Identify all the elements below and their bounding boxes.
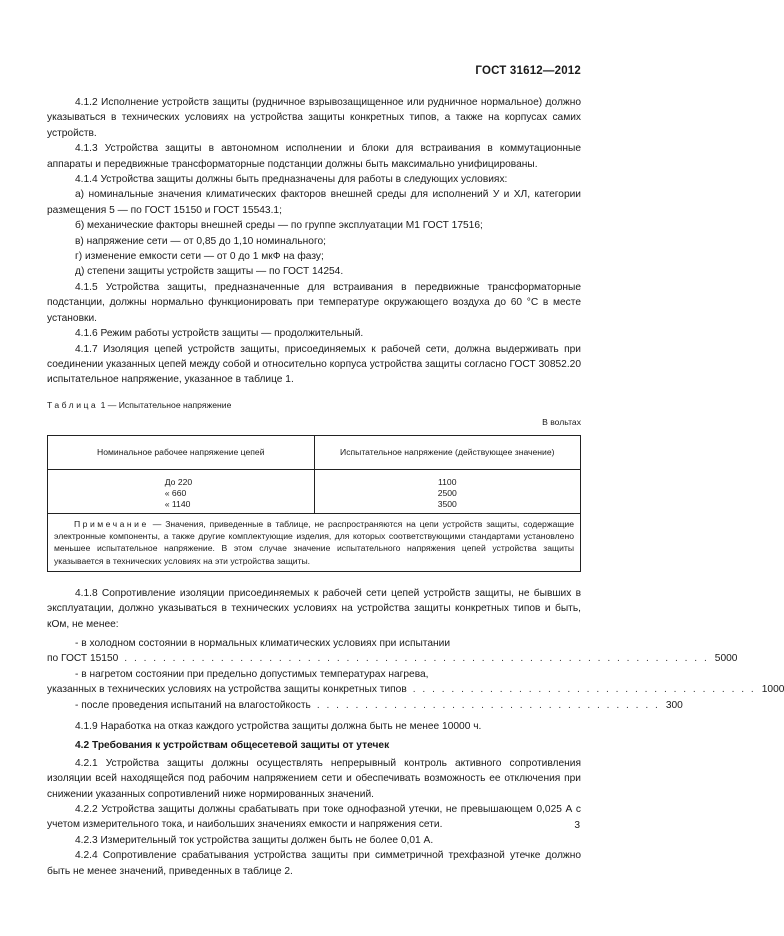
resistance-hot-line2: указанных в технических условиях на устройства защиты конкретных типов — [47, 684, 407, 696]
resistance-cold-row — [47, 651, 738, 666]
paragraph-4-1-6: 4.1.6 Режим работы устройств защиты — продолжительный. — [75, 328, 364, 340]
nominal-voltage-value: До 220 — [164, 476, 193, 487]
resistance-cold-value: 5000 — [714, 653, 738, 665]
resistance-humidity-row — [47, 698, 683, 713]
leader-dots: . . . . . . . . . . . . . . . . . . . . . . . . . . . . . . . . . . . . — [316, 699, 660, 711]
paragraph-4-1-2: 4.1.2 Исполнение устройств защиты (рудничное взрывозащищенное или рудничное нормальное) должно указываться в технических условиях на устройства защиты конкретных типов, а также на корпусах самих устройств. — [47, 97, 581, 139]
nominal-voltage-cell — [48, 469, 315, 513]
leader-dots: . . . . . . . . . . . . . . . . . . . . . . . . . . . . . . . . . . . . . . . . . . . . . . . . . . . . . . . . . . . . . — [124, 653, 709, 665]
resistance-humidity-line: - после проведения испытаний на влагостойкость — [75, 699, 311, 711]
paragraph-4-2-2: 4.2.2 Устройства защиты должны срабатывать при токе однофазной утечки, не превышающем 0,025 А с учетом измерительного тока, и наибольших значениях емкости и напряжения сети. — [47, 804, 581, 831]
resistance-humidity-value: 300 — [665, 699, 683, 711]
resistance-hot-line1: - в нагретом состоянии при предельно допустимых температурах нагрева, — [75, 668, 429, 680]
resistance-cold-line1: - в холодном состоянии в нормальных климатических условиях при испытании — [75, 637, 451, 649]
nominal-voltage-value: « 660 — [164, 487, 187, 498]
test-voltage-value: 1100 — [438, 476, 457, 487]
column-header-nominal: Номинальное рабочее напряжение цепей — [48, 435, 315, 469]
nominal-voltage-value: « 1140 — [164, 498, 191, 509]
section-heading-4-2: 4.2 Требования к устройствам общесетевой защиты от утечек — [75, 740, 390, 752]
table-unit: В вольтах — [542, 417, 581, 428]
test-voltage-table — [47, 435, 581, 572]
condition-g: г) изменение емкости сети — от 0 до 1 мкФ на фазу; — [75, 251, 324, 263]
test-voltage-value: 2500 — [437, 487, 457, 498]
paragraph-4-2-3: 4.2.3 Измерительный ток устройства защиты должен быть не более 0,01 А. — [75, 834, 434, 846]
condition-v: в) напряжение сети — от 0,85 до 1,10 номинального; — [75, 235, 326, 247]
page-number: 3 — [574, 820, 580, 831]
paragraph-4-1-3: 4.1.3 Устройства защиты в автономном исполнении и блоки для встраивания в коммутационные аппараты и передвижные трансформаторные подстанции должны быть максимально унифицированы. — [47, 143, 581, 170]
paragraph-4-1-4: 4.1.4 Устройства защиты должны быть предназначены для работы в следующих условиях: — [75, 174, 508, 186]
test-voltage-cell — [314, 469, 581, 513]
table-caption — [47, 398, 581, 413]
condition-d: д) степени защиты устройств защиты — по ГОСТ 14254. — [75, 266, 344, 278]
paragraph-4-2-4: 4.2.4 Сопротивление срабатывания устройства защиты при симметричной трехфазной утечке должно быть не менее значений, приведенных в таблице 2. — [47, 850, 581, 877]
paragraph-4-1-7: 4.1.7 Изоляция цепей устройств защиты, присоединяемых к рабочей сети, должна выдерживать при соединении указанных цепей между собой и относительно корпуса устройства защиты согласно ГОСТ 30852.20 испытательное напряжение, указанное в таблице 1. — [47, 343, 581, 386]
paragraph-4-1-5: 4.1.5 Устройства защиты, предназначенные для встраивания в передвижные трансформаторные подстанции, должны нормально функционировать при температуре окружающего воздуха до 60 °С в месте установки. — [47, 281, 581, 324]
table-caption-title: 1 — Испытательное напряжение — [98, 399, 232, 410]
table-note — [48, 513, 581, 571]
test-voltage-value: 3500 — [437, 498, 457, 509]
paragraph-4-1-8: 4.1.8 Сопротивление изоляции присоединяемых к рабочей сети цепей устройств защиты, не бывших в эксплуатации, должно указываться в технических условиях на устройства защиты конкретных типов и быть, кОм, не менее: — [47, 587, 581, 630]
table-caption-label: Таблица — [47, 399, 99, 410]
resistance-hot-value: 1000 — [761, 684, 784, 696]
condition-a: а) номинальные значения климатических факторов внешней среды для исполнений У и ХЛ, категории размещения 5 — по ГОСТ 15150 и ГОСТ 15543.1; — [47, 189, 581, 216]
paragraph-4-2-1: 4.2.1 Устройства защиты должны осуществлять непрерывный контроль активного сопротивления изоляции всей находящейся под рабочим напряжением сети и обеспечивать возможность ее отключения при снижении указанных сопротивлений ниже нормированных значений. — [47, 757, 581, 800]
resistance-hot-row — [47, 682, 784, 697]
document-code: ГОСТ 31612—2012 — [475, 65, 581, 77]
document-body — [47, 95, 784, 879]
table-note-label: Примечание — [74, 518, 149, 529]
paragraph-4-1-9: 4.1.9 Наработка на отказ каждого устройства защиты должна быть не менее 10000 ч. — [75, 721, 482, 732]
table-note-text: — Значения, приведенные в таблице, не распространяются на цепи устройств защиты, содержащие электронные компоненты, а также другие комплектующие изделия, для которых соответствующими стандартами установлено меньшее испытательное напряжение. В этом случае значение испытательного напряжения цепей устройства защиты указывается в технических условиях на эти устройства защиты. — [54, 518, 574, 566]
resistance-cold-line2: по ГОСТ 15150 — [47, 653, 119, 665]
leader-dots: . . . . . . . . . . . . . . . . . . . . . . . . . . . . . . . . . . . . — [412, 684, 756, 696]
condition-b: б) механические факторы внешней среды — по группе эксплуатации М1 ГОСТ 17516; — [75, 220, 483, 232]
column-header-test: Испытательное напряжение (действующее значение) — [314, 435, 581, 469]
